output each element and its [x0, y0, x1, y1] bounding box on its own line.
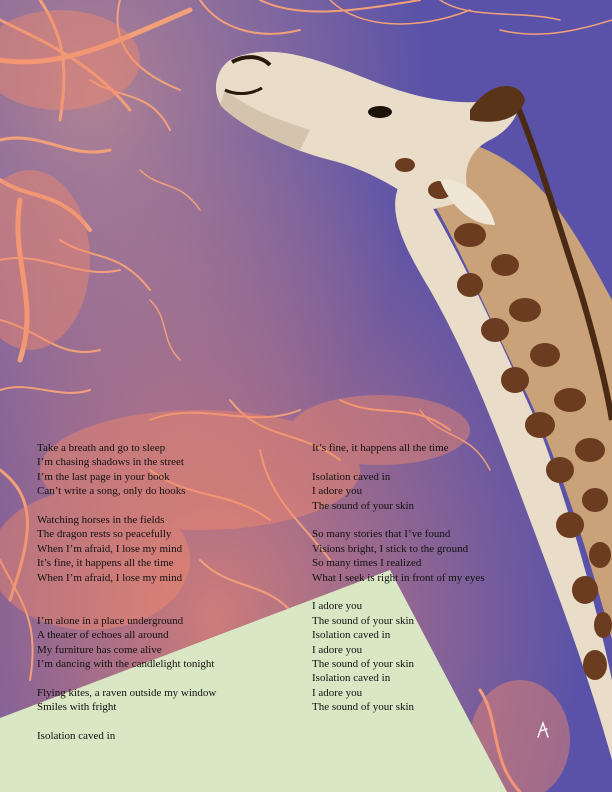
poem-line: I’m the last page in your book	[37, 470, 170, 483]
poem-line: When I’m afraid, I lose my mind	[37, 571, 183, 584]
poem-left-column	[37, 441, 216, 743]
stanza-break	[312, 513, 485, 527]
poem-line: Watching horses in the fields	[37, 514, 165, 527]
poem-line: Isolation caved in	[312, 470, 391, 483]
poem-line: A theater of echoes all around	[37, 629, 169, 642]
poem-line: Smiles with fright	[37, 701, 117, 714]
poem-line: Isolation caved in	[37, 730, 116, 743]
stanza-break	[312, 455, 485, 469]
poem-line: The sound of your skin	[312, 499, 415, 512]
poem-line: I’m chasing shadows in the street	[37, 456, 184, 469]
stanza-break	[37, 499, 216, 513]
poem-line: What I seek is right in front of my eyes	[312, 571, 485, 584]
poem-line: Isolation caved in	[312, 629, 391, 642]
poem-line: Can’t write a song, only do hooks	[37, 485, 186, 498]
poem-line: So many times I realized	[312, 557, 422, 570]
poem-line: Visions bright, I stick to the ground	[312, 542, 469, 555]
poem-line: So many stories that I’ve found	[312, 528, 451, 541]
poem-line: It’s fine, it happens all the time	[37, 557, 174, 570]
stanza-break	[37, 599, 216, 613]
poem-line: Isolation caved in	[312, 672, 391, 685]
stanza-break	[37, 715, 216, 729]
stanza-break	[37, 671, 216, 685]
poem-line: I’m dancing with the candlelight tonight	[37, 658, 215, 671]
poem-line: I’m alone in a place underground	[37, 614, 184, 627]
poem-line: I adore you	[312, 686, 363, 699]
poem-right-column	[312, 441, 485, 715]
poem-line: Flying kites, a raven outside my window	[37, 686, 217, 699]
poem-line: I adore you	[312, 643, 363, 656]
stanza-break	[312, 585, 485, 599]
poem-line: The sound of your skin	[312, 614, 415, 627]
signature-mark-icon	[536, 721, 550, 739]
poem-line: The sound of your skin	[312, 658, 415, 671]
poem-line: I adore you	[312, 600, 363, 613]
poem-line: The sound of your skin	[312, 701, 415, 714]
poem-line: When I’m afraid, I lose my mind	[37, 542, 183, 555]
poem-line: I adore you	[312, 485, 363, 498]
stanza-break	[37, 585, 216, 599]
poem-line: My furniture has come alive	[37, 643, 162, 656]
poem-line: The dragon rests so peacefully	[37, 528, 172, 541]
poem-line: It’s fine, it happens all the time	[312, 442, 449, 454]
poem-line: Take a breath and go to sleep	[37, 442, 166, 454]
